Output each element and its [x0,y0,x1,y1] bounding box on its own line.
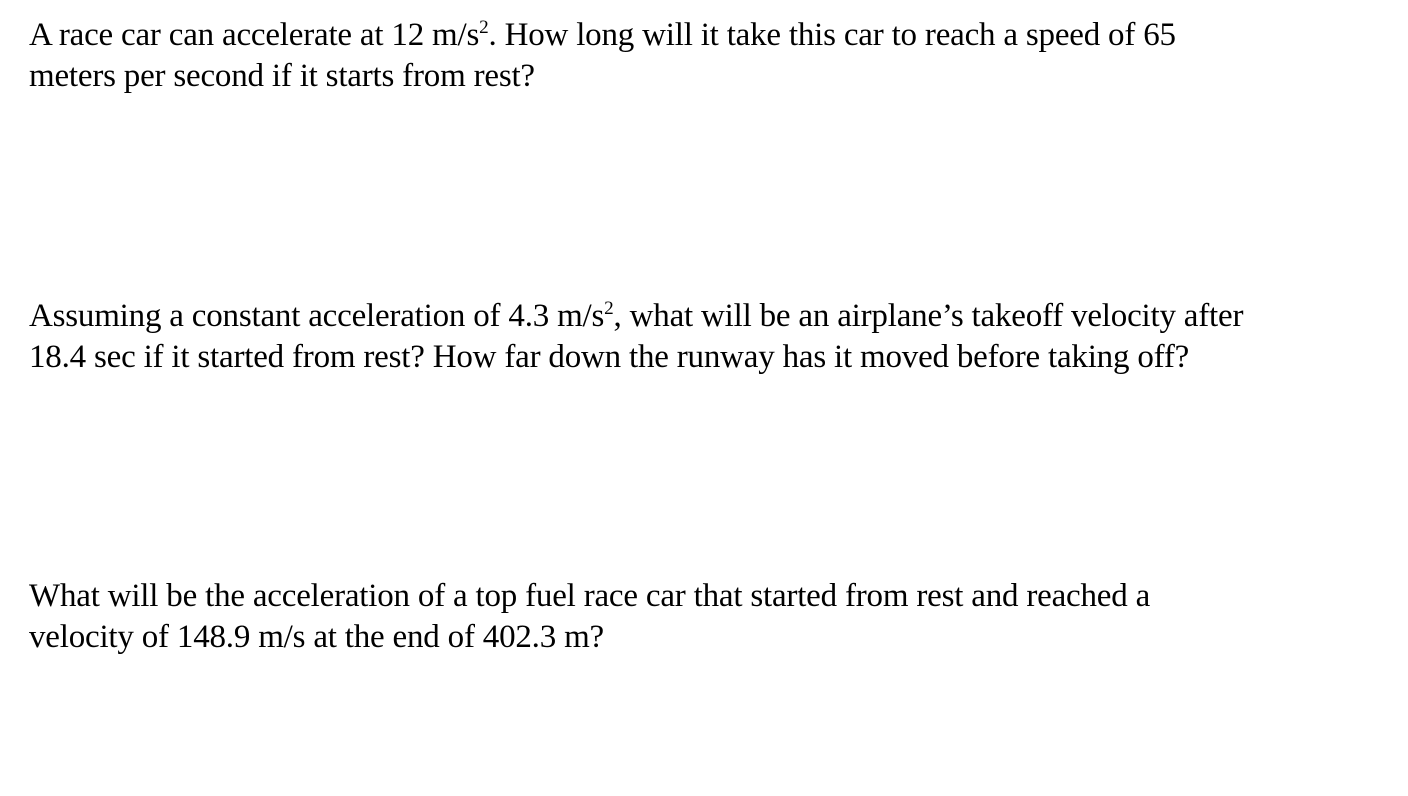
problem-1 [29,15,1389,97]
problem-1-line-2: meters per second if it starts from rest? [29,58,535,94]
problem-1-text-after-exponent: . How long will it take this car to reach a speed of 65 [488,17,1176,53]
problem-1-exponent: 2 [479,17,489,39]
problem-2-line-2: 18.4 sec if it started from rest? How far down the runway has it moved before taking off? [29,339,1190,375]
problem-3-line-1: What will be the acceleration of a top fuel race car that started from rest and reached a [29,578,1151,614]
problem-2-text-after-exponent: , what will be an airplane’s takeoff velocity after [613,298,1244,334]
problem-1-text-before-exponent: A race car can accelerate at 12 m/s [29,17,480,53]
problem-1-line-1 [29,15,1389,56]
problem-3-line-2: velocity of 148.9 m/s at the end of 402.3 m? [29,619,605,655]
problem-2-exponent: 2 [604,298,614,320]
problem-3 [29,576,1389,658]
problem-2 [29,296,1389,378]
problem-2-text-before-exponent: Assuming a constant acceleration of 4.3 m/s [29,298,605,334]
problem-2-line-1 [29,296,1389,337]
